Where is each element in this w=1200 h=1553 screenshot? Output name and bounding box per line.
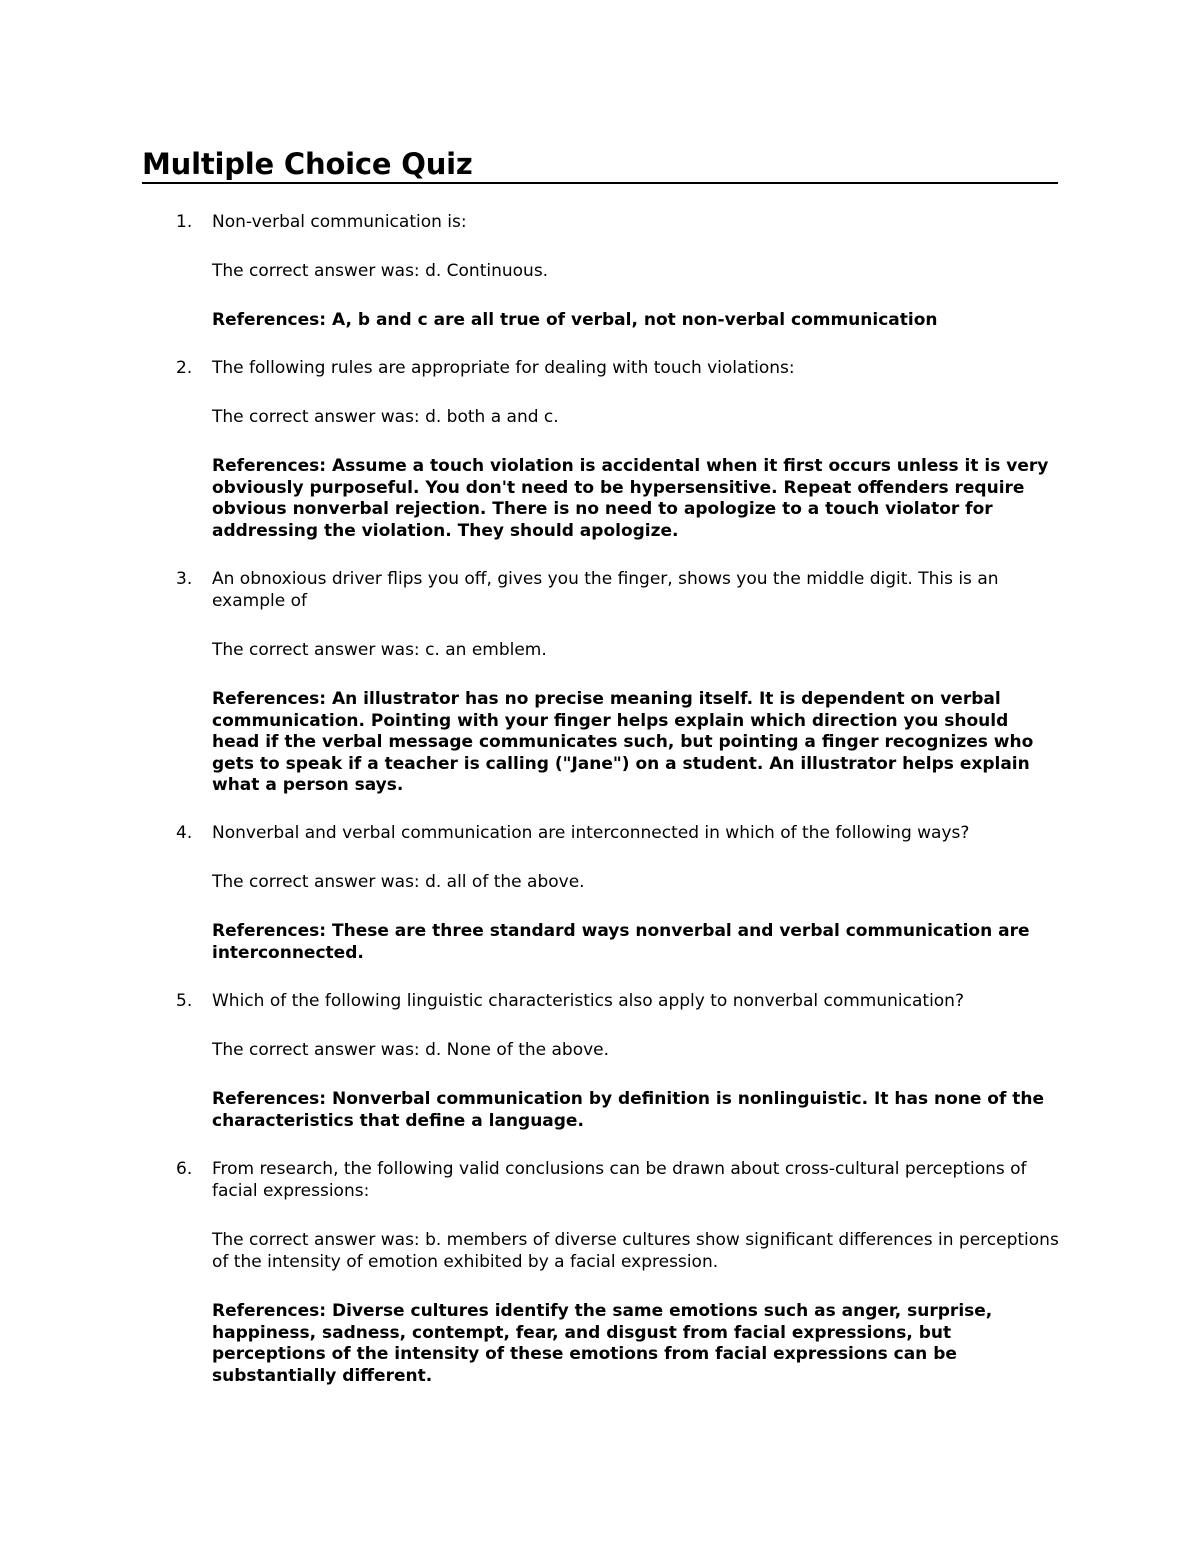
question-number: 4. bbox=[176, 823, 193, 843]
correct-answer: The correct answer was: d. all of the above. bbox=[212, 872, 585, 892]
question-text: Nonverbal and verbal communication are interconnected in which of the following ways? bbox=[212, 823, 970, 843]
references-text: References: Assume a touch violation is accidental when it first occurs unless it is very obviously purposeful. You don't need to be hypersensitive. Repeat offenders require obvious nonverbal rejection. There is no need to apologize to a touch violator for addressing the violation. They should apologize. bbox=[212, 456, 1049, 541]
correct-answer: The correct answer was: c. an emblem. bbox=[212, 640, 547, 660]
correct-answer: The correct answer was: d. Continuous. bbox=[212, 261, 549, 281]
question-text: From research, the following valid conclusions can be drawn about cross-cultural perceptions of facial expressions: bbox=[212, 1159, 1027, 1201]
question-number: 1. bbox=[176, 212, 193, 232]
question-text: The following rules are appropriate for dealing with touch violations: bbox=[212, 358, 795, 378]
question-text: Non-verbal communication is: bbox=[212, 212, 467, 232]
question-text: Which of the following linguistic characteristics also apply to nonverbal communication? bbox=[212, 991, 964, 1011]
correct-answer: The correct answer was: d. both a and c. bbox=[212, 407, 559, 427]
question-number: 6. bbox=[176, 1159, 193, 1179]
question-text: An obnoxious driver flips you off, gives you the finger, shows you the middle digit. This is an example of bbox=[212, 569, 999, 611]
question-number: 3. bbox=[176, 569, 193, 589]
references-text: References: A, b and c are all true of verbal, not non-verbal communication bbox=[212, 310, 938, 330]
references-text: References: These are three standard ways nonverbal and verbal communication are interconnected. bbox=[212, 921, 1030, 963]
page-title: Multiple Choice Quiz bbox=[142, 146, 1058, 184]
question-number: 2. bbox=[176, 358, 193, 378]
references-text: References: Diverse cultures identify the same emotions such as anger, surprise, happiness, sadness, contempt, fear, and disgust from facial expressions, but perceptions of the intensity of these emotions from facial expressions can be substantially different. bbox=[212, 1301, 993, 1386]
correct-answer: The correct answer was: b. members of diverse cultures show significant differences in perceptions of the intensity of emotion exhibited by a facial expression. bbox=[212, 1230, 1059, 1272]
correct-answer: The correct answer was: d. None of the above. bbox=[212, 1040, 610, 1060]
references-text: References: Nonverbal communication by definition is nonlinguistic. It has none of the characteristics that define a language. bbox=[212, 1089, 1045, 1131]
references-text: References: An illustrator has no precise meaning itself. It is dependent on verbal communication. Pointing with your finger helps explain which direction you should head if the verbal message communicates such, but pointing a finger recognizes who gets to speak if a teacher is calling ("Jane") on a student. An illustrator helps explain what a person says. bbox=[212, 689, 1034, 795]
question-number: 5. bbox=[176, 991, 193, 1011]
